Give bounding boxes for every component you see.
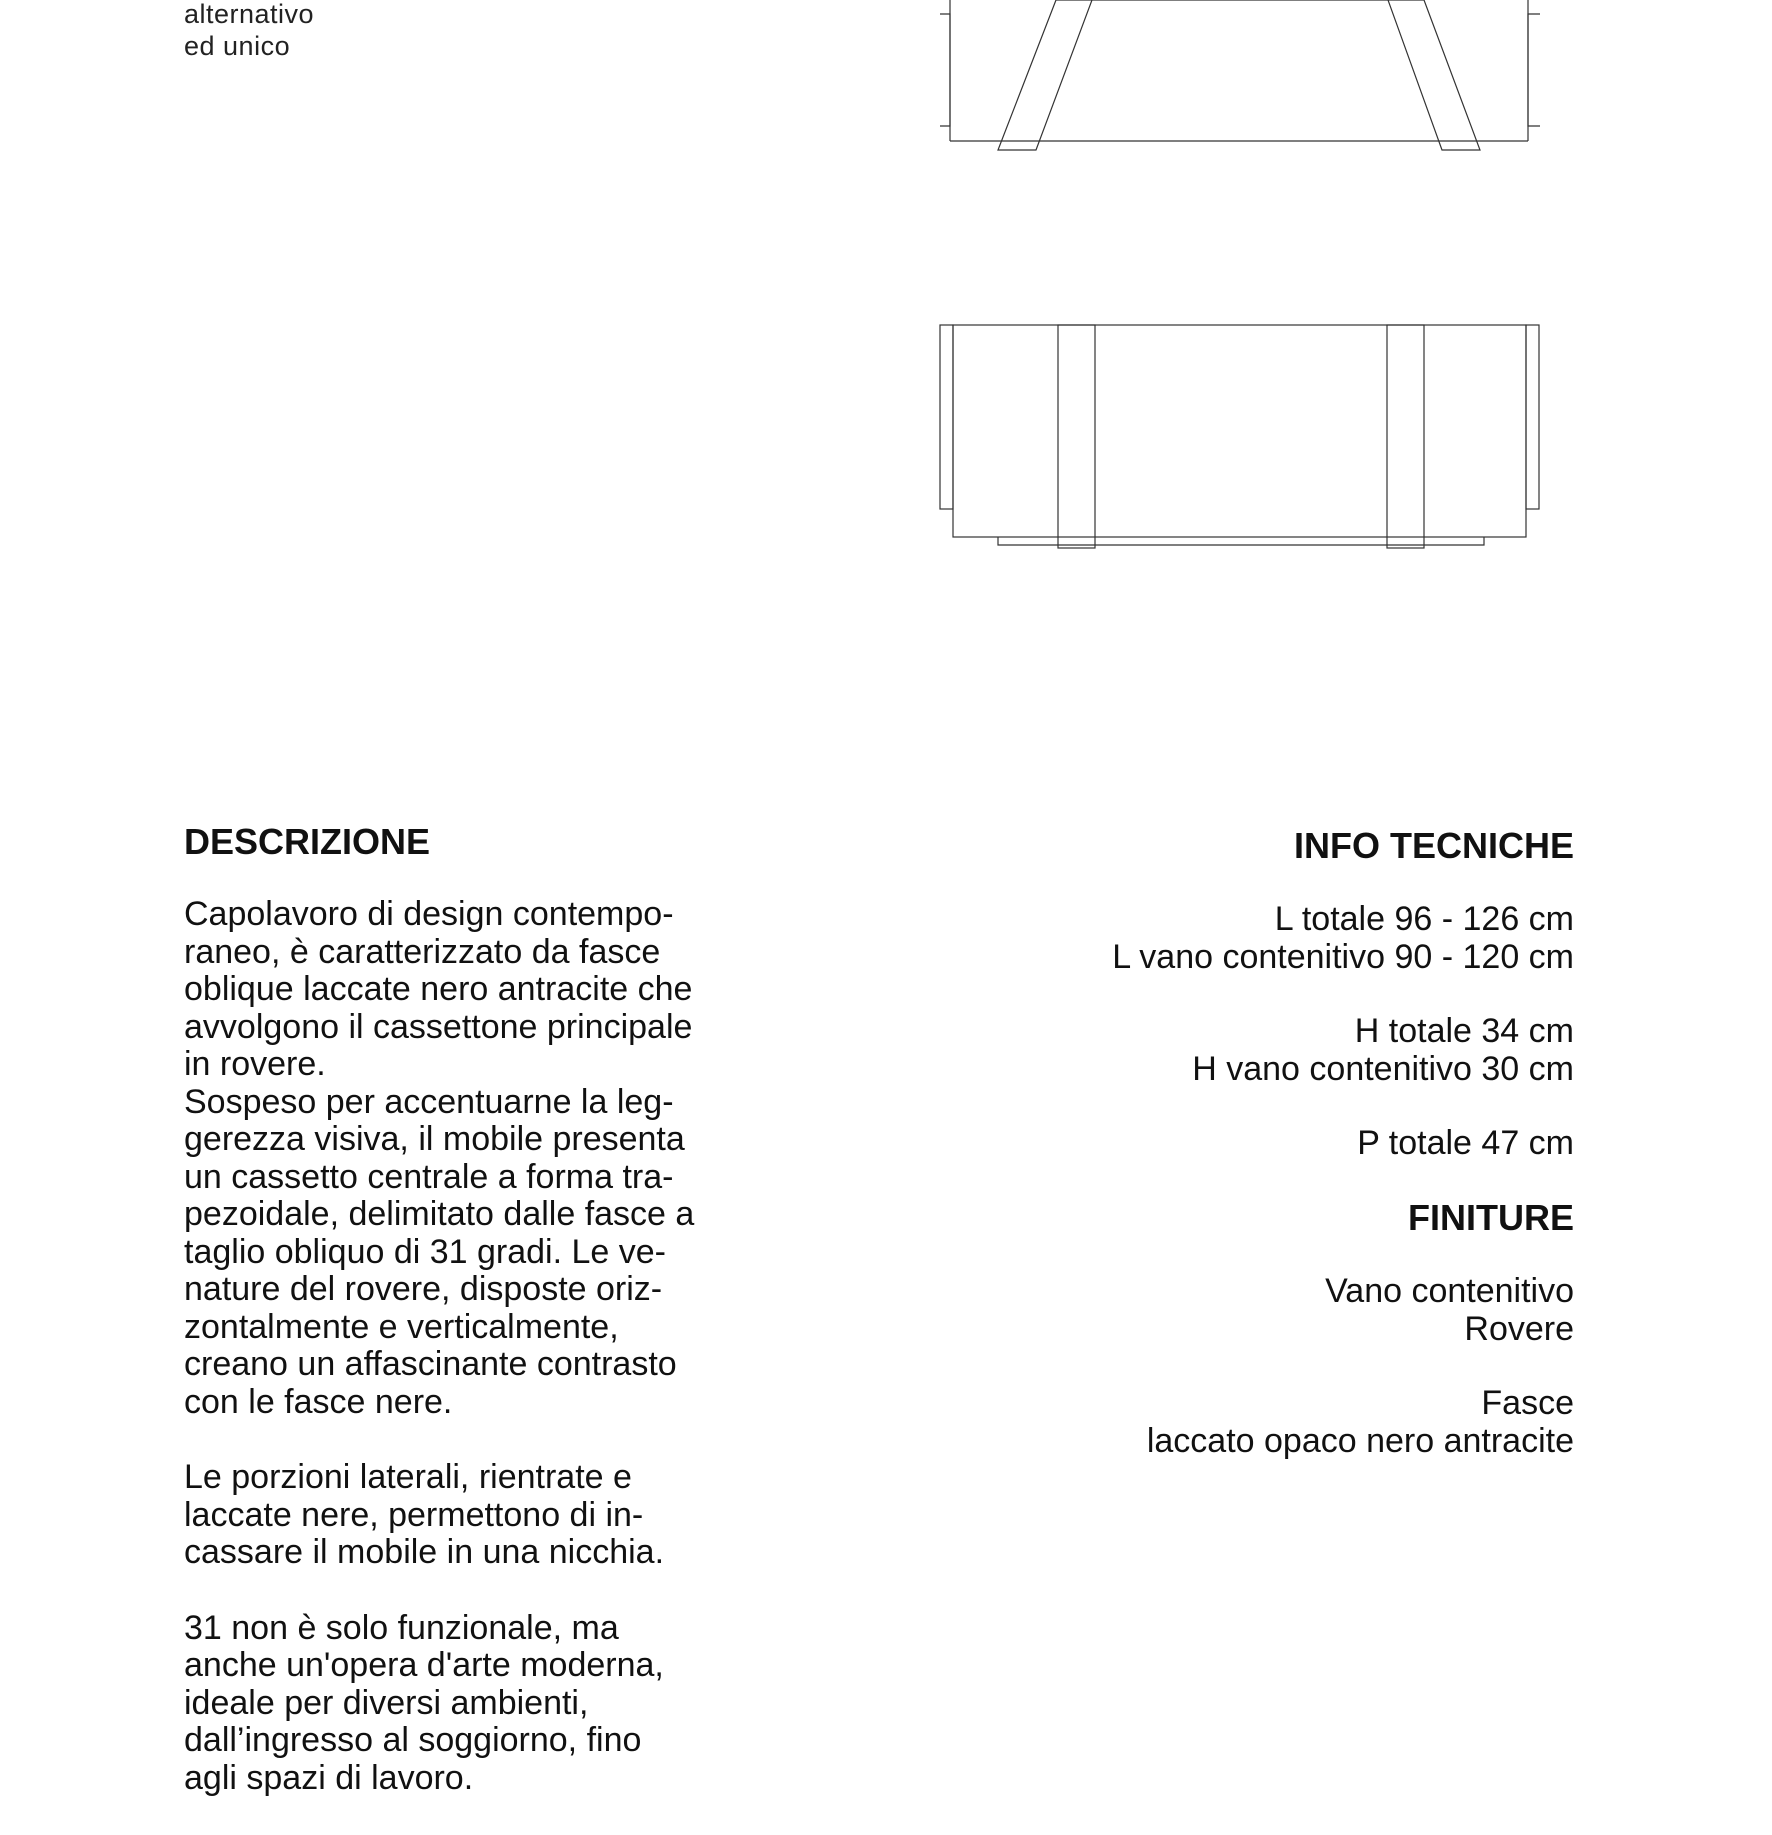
finish-group-body [874,1272,1574,1348]
finish-line: laccato opaco nero antracite [1146,1422,1574,1460]
finish-group-bands [874,1384,1574,1460]
description-line: un cassetto centrale a forma tra- [184,1157,674,1196]
front-right-cap [1528,14,1540,126]
description-line: creano un affascinante contrasto [184,1345,677,1383]
finish-line: Vano contenitivo [1325,1272,1574,1310]
specs-column [874,826,1574,1496]
finish-line: Rovere [1464,1310,1574,1348]
top-right-band [1387,325,1424,548]
spec-line: L totale 96 - 126 cm [1274,900,1574,938]
top-left-cap [940,325,953,509]
description-line: Sospeso per accentuarne la leg- [184,1082,674,1121]
front-view-drawing [940,0,1540,150]
tagline-line-2: ed unico [184,31,291,61]
spec-line: H vano contenitivo 30 cm [1192,1050,1574,1088]
info-tecniche-title: INFO TECNICHE [1293,825,1574,866]
top-base-line [998,537,1484,545]
front-right-band [1388,0,1480,150]
description-line: nature del rovere, disposte oriz- [184,1270,663,1308]
finiture-title: FINITURE [1408,1197,1574,1238]
description-line: in rovere. [184,1045,326,1083]
top-body [953,325,1526,537]
spec-group-depth [874,1124,1574,1162]
spec-line: H totale 34 cm [1354,1012,1574,1050]
description-line: 31 non è solo funzionale, ma [184,1608,619,1647]
front-left-band [998,0,1092,150]
spec-group-length [874,900,1574,976]
spec-line: P totale 47 cm [1357,1124,1574,1162]
description-title: DESCRIZIONE [184,821,431,862]
spec-line: L vano contenitivo 90 - 120 cm [1112,938,1574,976]
front-left-cap [940,14,950,126]
finish-line: Fasce [1481,1384,1574,1422]
top-view-drawing [940,322,1540,552]
description-line: Le porzioni laterali, rientrate e [184,1458,632,1496]
description-paragraph [184,1610,784,1798]
top-left-band [1058,325,1095,548]
spec-group-height [874,1012,1574,1088]
description-line: ideale per diversi ambienti, [184,1683,589,1722]
description-line: raneo, è caratterizzato da fasce [184,932,661,971]
description-line: zontalmente e verticalmente, [184,1307,619,1346]
description-line: dall’ingresso al soggiorno, fino [184,1721,642,1759]
tagline-line-1: alternativo [184,0,315,29]
tagline [184,0,314,62]
description-paragraph [184,896,784,1421]
description-line: agli spazi di lavoro. [184,1758,474,1797]
description-line: cassare il mobile in una nicchia. [184,1533,665,1571]
description-line: con le fasce nere. [184,1382,453,1421]
description-line: anche un'opera d'arte moderna, [184,1646,664,1684]
description-line: laccate nere, permettono di in- [184,1495,644,1534]
description-line: gerezza visiva, il mobile presenta [184,1120,685,1158]
description-line: avvolgono il cassettone principale [184,1007,693,1046]
description-paragraph [184,1459,784,1572]
top-right-cap [1526,325,1539,509]
description-section [184,822,784,1835]
description-line: oblique laccate nero antracite che [184,970,693,1008]
description-line: pezoidale, delimitato dalle fasce a [184,1195,695,1233]
description-line: Capolavoro di design contempo- [184,895,674,933]
description-line: taglio obliquo di 31 gradi. Le ve- [184,1232,666,1271]
